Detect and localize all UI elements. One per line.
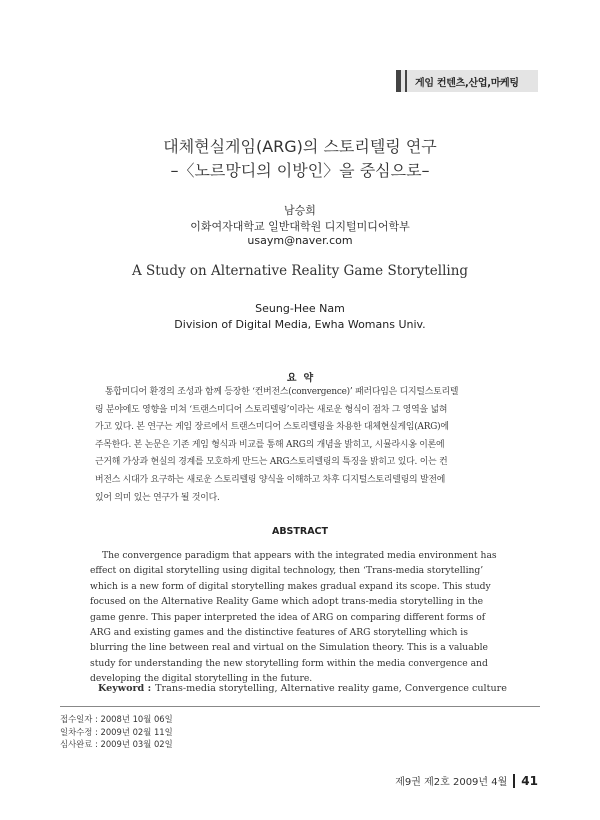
section-tag-label: 게임 컨텐츠,산업,마케팅 [415, 77, 519, 89]
keyword-label: Keyword : [98, 683, 152, 694]
abstract-en-line: game genre. This paper interpreted the idea of ARG on comparing different forms of [90, 611, 486, 623]
paper-title-en: A Study on Alternative Reality Game Storytelling [131, 263, 469, 279]
section-tag [396, 70, 538, 92]
paper-title-ko: 대체현실게임(ARG)의 스토리텔링 연구 [163, 137, 437, 156]
page-number: 41 [521, 773, 538, 788]
date-received: 접수일자 : 2008년 10월 06일 [60, 714, 173, 724]
tag-bar [396, 70, 401, 92]
abstract-ko-line: 통합미디어 환경의 조성과 함께 등장한 ‘컨버전스(convergence)’ 패러다임은 디지털스토리텔 [105, 387, 459, 397]
paper-subtitle-ko: –〈노르망디의 이방인〉을 중심으로– [170, 161, 430, 180]
submission-dates [60, 713, 260, 751]
footer-separator [513, 774, 515, 788]
keywords [98, 683, 507, 694]
abstract-en-line: study for understanding the new storytelling form within the media convergence and [90, 657, 488, 669]
abstract-ko-line: 링 분야에도 영향을 미쳐 ‘트랜스미디어 스토리텔링’이라는 새로운 형식이 점차 그 영역을 넓혀 [95, 404, 448, 415]
abstract-ko-line: 근거해 가상과 현실의 경계를 모호하게 만드는 ARG스토리텔링의 특징을 밝히고 있다. 이는 컨 [95, 457, 448, 468]
tag-bar-thin [405, 70, 407, 92]
date-revised: 일차수정 : 2009년 02월 11일 [60, 726, 173, 737]
abstract-ko-body [95, 384, 510, 507]
footer-issue: 제9권 제2호 2009년 4월 [395, 777, 508, 788]
author-ko: 남승희 [284, 204, 316, 217]
affiliation-ko: 이화여자대학교 일반대학원 디지털미디어학부 [190, 220, 410, 233]
abstract-ko-line: 주목한다. 본 논문은 기존 게임 형식과 비교를 통해 ARG의 개념을 밝히고, 시뮬라시옹 이론에 [95, 439, 445, 450]
author-email: usaym@naver.com [247, 234, 353, 247]
abstract-ko-line: 가고 있다. 본 연구는 게임 장르에서 트랜스미디어 스토리텔링을 차용한 대체현실게임(ARG)에 [95, 422, 449, 433]
abstract-en-line: The convergence paradigm that appears with the integrated media environment has [102, 550, 497, 561]
abstract-en-heading: ABSTRACT [271, 526, 329, 537]
abstract-ko-line: 있어 의미 있는 연구가 될 것이다. [95, 492, 220, 503]
abstract-ko-line: 버전스 시대가 요구하는 새로운 스토리텔링 양식을 이해하고 차후 디지털스토리텔링의 발전에 [95, 474, 446, 485]
abstract-en-line: blurring the line between real and virtual on the Simulation theory. This is a valuable [90, 642, 488, 654]
date-accepted: 심사완료 : 2009년 03월 02일 [60, 739, 173, 749]
keyword-text: Trans-media storytelling, Alternative reality game, Convergence culture [155, 683, 507, 694]
divider-line [60, 706, 540, 707]
abstract-ko-heading: 요 약 [286, 373, 314, 384]
abstract-en-line: effect on digital storytelling using digital technology, then ‘Trans-media storytelling’ [90, 565, 484, 577]
abstract-en-body [90, 548, 515, 687]
page-footer [395, 773, 538, 788]
author-en: Seung-Hee Nam [255, 302, 345, 315]
abstract-en-line: ARG and existing games and the distinctive features of ARG storytelling which is [90, 627, 468, 639]
abstract-en-line: developing the digital storytelling in the future. [90, 673, 313, 685]
abstract-en-line: which is a new form of digital storytelling makes gradual expand its scope. This study [90, 580, 491, 592]
affiliation-en: Division of Digital Media, Ewha Womans Univ. [174, 318, 426, 331]
abstract-en-line: focused on the Alternative Reality Game which adopt trans-media storytelling in the [90, 596, 484, 608]
